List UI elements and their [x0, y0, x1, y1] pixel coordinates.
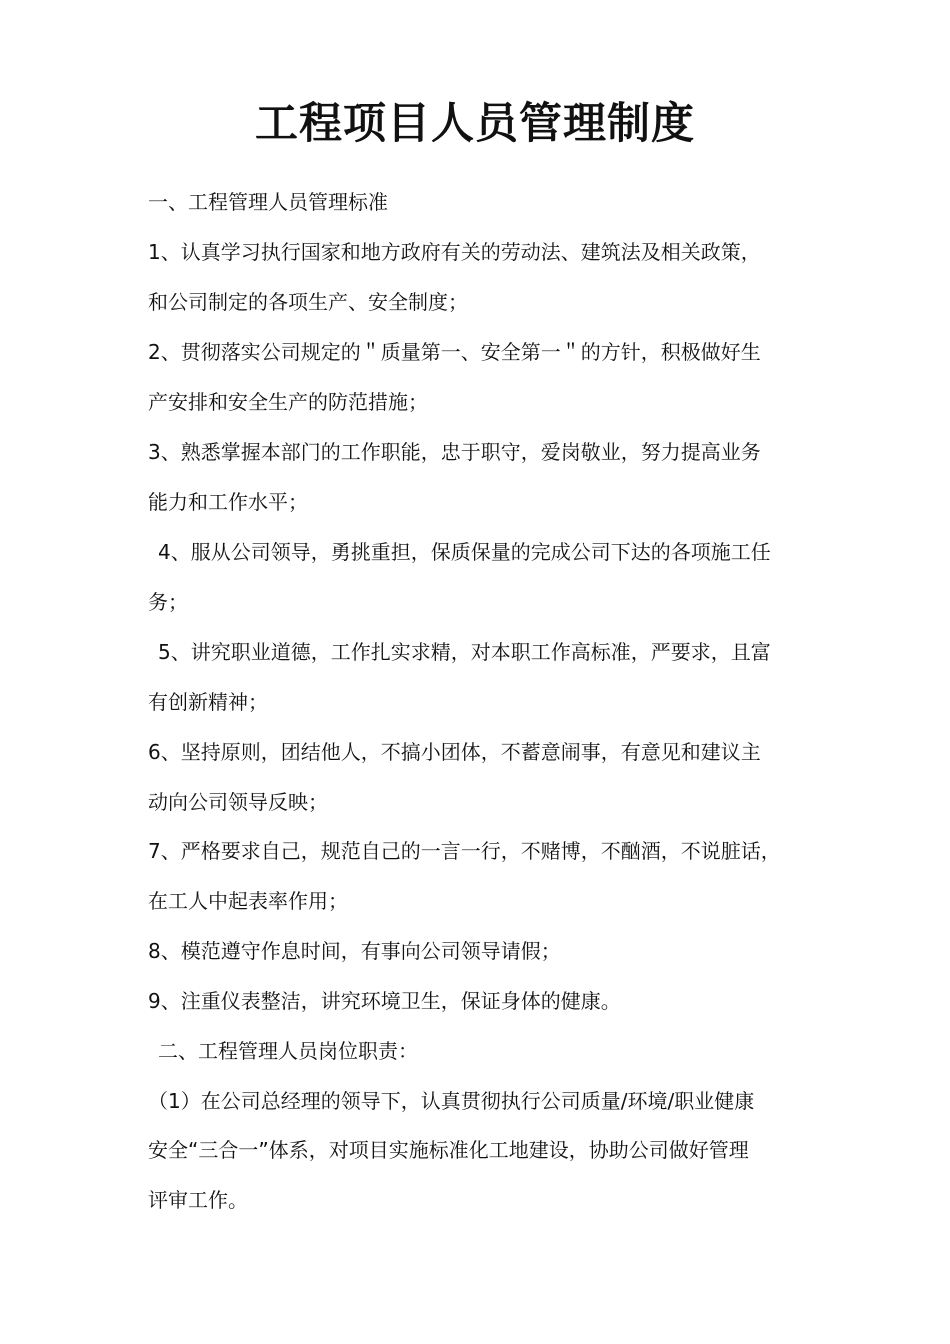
paragraph-line: 产安排和安全生产的防范措施； [148, 390, 428, 414]
section-heading-2: 二、工程管理人员岗位职责： [158, 1039, 418, 1063]
paragraph-line: 评审工作。 [148, 1188, 248, 1212]
paragraph-line: 5、讲究职业道德，工作扎实求精，对本职工作高标准，严要求，且富 [158, 640, 771, 664]
paragraph-line: 3、熟悉掌握本部门的工作职能，忠于职守，爱岗敬业，努力提高业务 [148, 440, 761, 464]
paragraph-line: 8、模范遵守作息时间，有事向公司领导请假； [148, 939, 561, 963]
document-title: 工程项目人员管理制度 [255, 99, 695, 149]
paragraph-line: 能力和工作水平； [148, 490, 308, 514]
paragraph-line: 6、坚持原则，团结他人，不搞小团体，不蓄意闹事，有意见和建议主 [148, 740, 761, 764]
paragraph-line: 有创新精神； [148, 690, 268, 714]
paragraph-line: 2、贯彻落实公司规定的＂质量第一、安全第一＂的方针，积极做好生 [148, 340, 761, 364]
paragraph-line: 9、注重仪表整洁，讲究环境卫生，保证身体的健康。 [148, 989, 621, 1013]
section-heading-1: 一、工程管理人员管理标准 [148, 190, 388, 214]
paragraph-line: 务； [148, 590, 188, 614]
paragraph-line: 1、认真学习执行国家和地方政府有关的劳动法、建筑法及相关政策， [148, 240, 761, 264]
paragraph-line: （1）在公司总经理的领导下，认真贯彻执行公司质量/环境/职业健康 [148, 1089, 755, 1113]
paragraph-line: 动向公司领导反映； [148, 790, 328, 814]
paragraph-line: 4、服从公司领导，勇挑重担，保质保量的完成公司下达的各项施工任 [158, 540, 771, 564]
paragraph-line: 7、严格要求自己，规范自己的一言一行，不赌博，不酗酒，不说脏话， [148, 839, 781, 863]
paragraph-line: 在工人中起表率作用； [148, 889, 348, 913]
paragraph-line: 安全“三合一”体系，对项目实施标准化工地建设，协助公司做好管理 [148, 1138, 749, 1162]
paragraph-line: 和公司制定的各项生产、安全制度； [148, 290, 468, 314]
